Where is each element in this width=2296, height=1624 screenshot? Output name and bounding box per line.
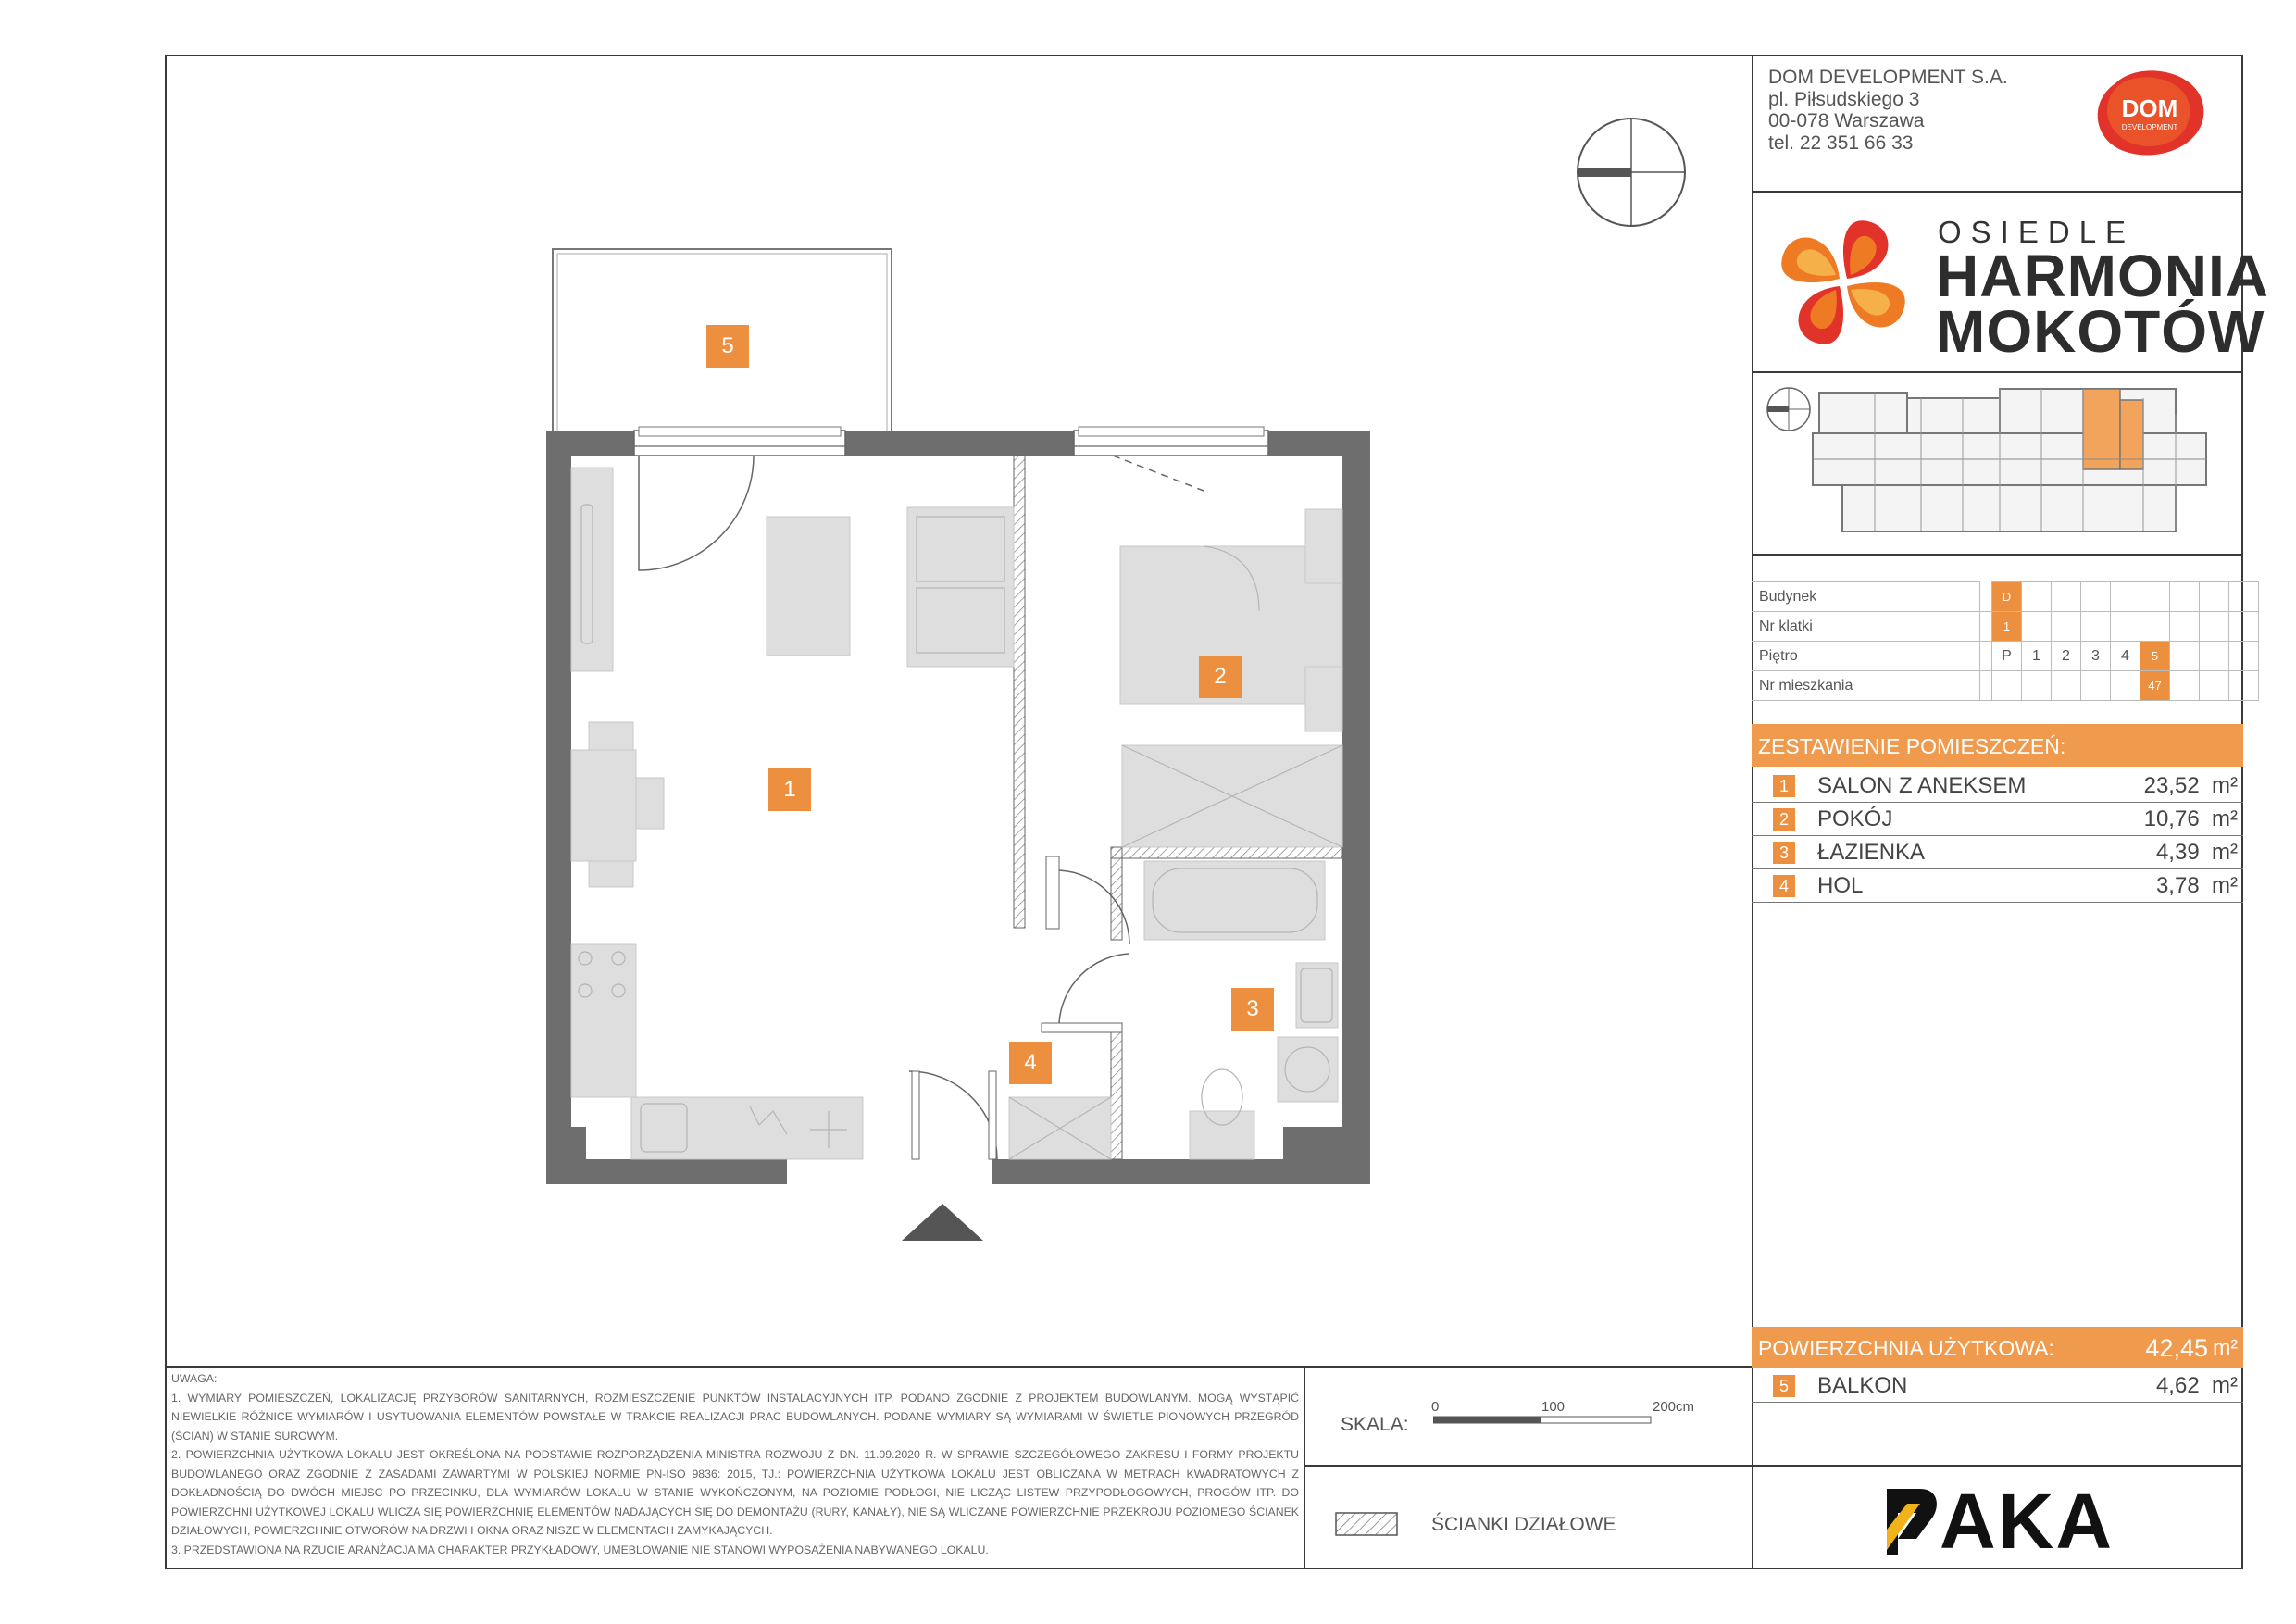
room-name: ŁAZIENKA (1817, 840, 1926, 865)
room-num: 1 (1773, 775, 1795, 797)
info-cell (2229, 642, 2259, 671)
info-cell (2111, 612, 2140, 642)
info-cell: P (1992, 642, 2022, 671)
room-row (1752, 868, 2243, 903)
balcony-area-unit: m² (2212, 1373, 2238, 1398)
unit-info-table (1752, 581, 2259, 701)
entrance-arrow (902, 1204, 983, 1241)
info-cell: 4 (2111, 642, 2140, 671)
info-cell (2081, 671, 2111, 701)
divider (1752, 554, 2243, 556)
info-row (1752, 612, 2259, 642)
room-area-unit: m² (2212, 773, 2238, 798)
info-cell (2111, 582, 2140, 612)
project-name (1936, 243, 2269, 365)
paka-logo-mark (1879, 1485, 1944, 1559)
divider (165, 1366, 1753, 1368)
logo-sub-text: DEVELOPMENT (2121, 123, 2178, 131)
info-row-label: Piętro (1752, 642, 1980, 671)
room-label-4: 4 (1009, 1042, 1052, 1084)
company-street: pl. Piłsudskiego 3 (1768, 88, 1920, 110)
info-row (1752, 671, 2259, 701)
company-city: 00-078 Warszawa (1768, 110, 1925, 131)
scale-label: SKALA: (1341, 1414, 1409, 1435)
scale-tick-0: 0 (1431, 1399, 1440, 1415)
info-cell (2081, 582, 2111, 612)
floor-plan (537, 241, 1398, 1287)
balcony-row (1752, 1368, 2243, 1403)
divider (1752, 371, 2243, 373)
building-key-plan (1764, 378, 2236, 550)
info-cell: 1 (2022, 642, 2052, 671)
info-cell: 5 (2140, 642, 2170, 671)
paka-logo-text: AKA (1940, 1478, 2114, 1565)
room-num: 2 (1773, 808, 1795, 831)
company-phone: tel. 22 351 66 33 (1768, 131, 1914, 154)
info-row-label: Nr klatki (1752, 612, 1980, 642)
balcony-num: 5 (1773, 1375, 1795, 1397)
info-gap (1980, 582, 1992, 612)
room-label-3: 3 (1231, 988, 1274, 1031)
info-cell (2022, 582, 2052, 612)
info-cell (2052, 671, 2081, 701)
info-cell (2229, 582, 2259, 612)
info-cell (2140, 582, 2170, 612)
info-cell (2229, 671, 2259, 701)
room-label-1: 1 (768, 768, 811, 811)
room-area-unit: m² (2212, 873, 2238, 898)
info-gap (1980, 612, 1992, 642)
scale-bar (1433, 1415, 1655, 1426)
room-name: HOL (1817, 873, 1864, 898)
info-cell (2200, 582, 2229, 612)
room-area-unit: m² (2212, 806, 2238, 831)
legend-label: ŚCIANKI DZIAŁOWE (1431, 1514, 1616, 1535)
room-area (2144, 773, 2238, 799)
info-cell (2229, 612, 2259, 642)
project-line1: OSIEDLE (1938, 215, 2136, 249)
room-area-unit: m² (2212, 840, 2238, 865)
info-cell (2170, 612, 2200, 642)
note-3: 3. PRZEDSTAWIONA NA RZUCIE ARANŻACJA MA CHARAKTER PRZYKŁADOWY, UMEBLOWANIE NIE STANOWI WYPOSAŻENIA NABYWANEGO LOKALU. (171, 1543, 989, 1556)
room-area-value: 3,78 (2155, 873, 2200, 898)
info-row-label: Budynek (1752, 582, 1980, 612)
info-cell (2022, 612, 2052, 642)
notes (171, 1369, 1299, 1559)
dom-development-logo (2088, 65, 2213, 162)
scale-tick-200: 200cm (1653, 1399, 1695, 1415)
divider (1752, 191, 2243, 193)
room-label-5: 5 (706, 325, 749, 368)
balcony-name: BALKON (1817, 1373, 1908, 1398)
room-row (1752, 768, 2243, 803)
usable-area-value: 42,45 (2145, 1334, 2208, 1362)
room-name: SALON Z ANEKSEM (1817, 773, 2027, 798)
balcony-area (2156, 1373, 2238, 1399)
info-cell (2022, 671, 2052, 701)
note-1: 1. WYMIARY POMIESZCZEŃ, LOKALIZACJĘ PRZYBORÓW SANITARNYCH, ROZMIESZCZENIE PUNKTÓW INSTALACYJNYCH ITP. PODANO ZGODNIE Z PROJEKTEM BUDOWLANYM. MOGĄ WYSTĄPIĆ NIEWIELKIE RÓŻNICE WYMIARÓW I USYTUOWANIA ELEMENTÓW POWSTAŁE W TRAKCIE REALIZACJI PRAC BUDOWLANYCH. PODANE WYMIARY SĄ WYMIARAMI W ŚWIETLE PIONOWYCH PRZEGRÓD (ŚCIAN) W STANIE SUROWYM. (171, 1391, 1299, 1443)
company-address (1768, 67, 2008, 154)
note-2: 2. POWIERZCHNIA UŻYTKOWA LOKALU JEST OKREŚLONA NA PODSTAWIE ROZPORZĄDZENIA MINISTRA ROZWOJU Z DN. 11.09.2020 R. W SPRAWIE SZCZEGÓŁOWEGO ZAKRESU I FORMY PROJEKTU BUDOWLANEGO ORAZ ZGODNIE Z ZASADAMI ZAWARTYMI W POLSKIEJ NORMIE PN-ISO 9836: 2015, TJ.: POWIERZCHNIA UŻYTKOWA LOKALU JEST OBLICZANA W METRACH KWADRATOWYCH Z DOKŁADNOŚCIĄ DO DWÓCH MIEJSC PO PRZECINKU, DLA WYMIARÓW LOKALU W STANIE WYKOŃCZONYM, NA POZIOMIE PODŁOGI, NIE LICZĄC LISTEW PRZYPODŁOGOWYCH, PROGÓW ITP. DO POWIERZCHNI UŻYTKOWEJ LOKALU WLICZA SIĘ POWIERZCHNIĘ ELEMENTÓW NADAJĄCYCH SIĘ DO DEMONTAŻU (RURY, KANAŁY), NIE SĄ WLICZANE POWIERZCHNIE PRZEKROJU POZIOMEGO ŚCIANEK DZIAŁOWYCH, POWIERZCHNIE OTWORÓW NA DRZWI I OKNA ORAZ NISZE W ELEMENTACH ZAMYKAJĄCYCH. (171, 1448, 1299, 1537)
room-num: 3 (1773, 842, 1795, 864)
room-area (2156, 840, 2238, 866)
room-name: POKÓJ (1817, 806, 1893, 831)
divider (1752, 1465, 2243, 1467)
north-compass-icon (1574, 115, 1690, 231)
room-area-value: 23,52 (2143, 773, 2200, 798)
logo-main-text: DOM (2121, 94, 2178, 122)
notes-title: UWAGA: (171, 1372, 218, 1385)
info-cell (2052, 612, 2081, 642)
room-area-value: 10,76 (2143, 806, 2200, 831)
room-area (2156, 873, 2238, 899)
info-cell (1992, 671, 2022, 701)
info-cell (2200, 671, 2229, 701)
info-cell (2081, 612, 2111, 642)
balcony-area-value: 4,62 (2155, 1373, 2200, 1398)
room-area-value: 4,39 (2155, 840, 2200, 865)
info-cell: 3 (2081, 642, 2111, 671)
info-row (1752, 642, 2259, 671)
company-name: DOM DEVELOPMENT S.A. (1768, 67, 2008, 88)
info-cell (2111, 671, 2140, 701)
rooms-header (1752, 724, 2243, 767)
info-row-label: Nr mieszkania (1752, 671, 1980, 701)
usable-area-label: POWIERZCHNIA UŻYTKOWA: (1758, 1336, 2054, 1360)
info-gap (1980, 642, 1992, 671)
info-gap (1980, 671, 1992, 701)
divider (1304, 1465, 1753, 1467)
partition-wall-legend-icon (1335, 1512, 1398, 1536)
divider (1304, 1366, 1305, 1569)
project-line3: MOKOTÓW (1936, 298, 2265, 365)
room-label-2: 2 (1199, 656, 1242, 698)
room-num: 4 (1773, 875, 1795, 897)
room-row (1752, 835, 2243, 869)
info-cell (2200, 642, 2229, 671)
info-cell: 2 (2052, 642, 2081, 671)
info-cell: 47 (2140, 671, 2170, 701)
usable-area-unit: m² (2213, 1335, 2238, 1359)
scale-tick-100: 100 (1541, 1399, 1566, 1415)
info-cell: 1 (1992, 612, 2022, 642)
project-line2: HARMONIA (1936, 243, 2269, 309)
info-cell: D (1992, 582, 2022, 612)
rooms-header-label: ZESTAWIENIE POMIESZCZEŃ: (1758, 734, 2066, 758)
info-cell (2170, 582, 2200, 612)
info-cell (2200, 612, 2229, 642)
info-row (1752, 582, 2259, 612)
info-cell (2140, 612, 2170, 642)
info-cell (2170, 671, 2200, 701)
harmonia-logo-icon (1774, 213, 1913, 352)
usable-area-band (1752, 1327, 2243, 1368)
room-row (1752, 802, 2243, 836)
info-cell (2052, 582, 2081, 612)
room-area (2144, 806, 2238, 832)
info-cell (2170, 642, 2200, 671)
